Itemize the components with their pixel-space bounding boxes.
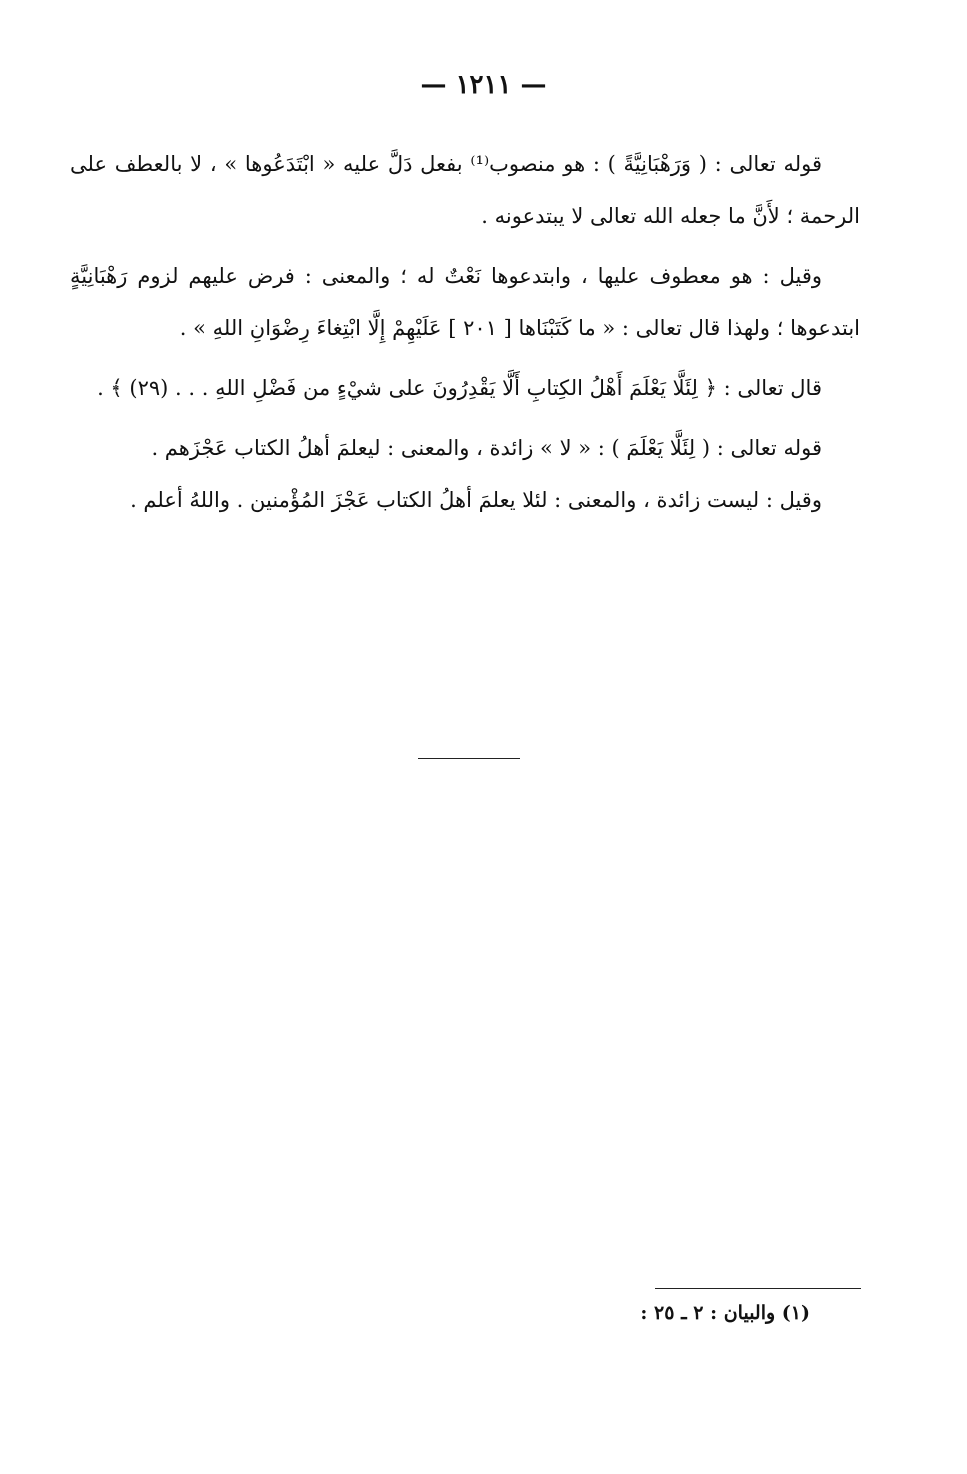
paragraph-2: وقيل : هو معطوف عليها ، وابتدعوها نَعْتٌ له ؛ والمعنى : فرض عليهم لزوم رَهْبَانِيَّةٍ ابتدعوها ؛ ولهذا قال تعالى : « ما كَتَبْنَاها [ ٢٠١ ] عَلَيْهِمْ إِلَّا ابْتِغاءَ رِضْوَانِ اللهِ » . xyxy=(70,264,860,340)
paragraph-4: قوله تعالى : ( لِئَلَّا يَعْلَمَ ) : « لا » زائدة ، والمعنى : ليعلمَ أهلُ الكتاب عَجْزَهم . xyxy=(151,436,822,460)
footnote-rule xyxy=(655,1288,861,1289)
page-number: — ١٢١١ — xyxy=(420,70,547,100)
paragraph-1: قوله تعالى : ( وَرَهْبَانِيَّةً ) : هو منصوب⁽¹⁾ بفعل دَلَّ عليه « ابْتَدَعُوها » ، لا بالعطف على الرحمة ؛ لأَنَّ ما جعله الله تعالى لا يبتدعونه . xyxy=(70,152,860,228)
paragraph-5: وقيل : ليست زائدة ، والمعنى : لئلا يعلمَ أهلُ الكتاب عَجْزَ المُؤْمنين . واللهُ أعلم . xyxy=(130,488,822,512)
section-divider xyxy=(418,758,520,759)
footnote: (١) والبيان : ٢ ـ ٢٥ : xyxy=(640,1302,810,1324)
body-text xyxy=(70,138,860,526)
paragraph-3-quran-verse: قال تعالى : ﴿ لِئَلَّا يَعْلَمَ أَهْلُ الكِتابِ أَلَّا يَقْدِرُونَ على شيْءٍ من فَضْلِ اللهِ . . . (٢٩) ﴾ . xyxy=(97,376,822,400)
